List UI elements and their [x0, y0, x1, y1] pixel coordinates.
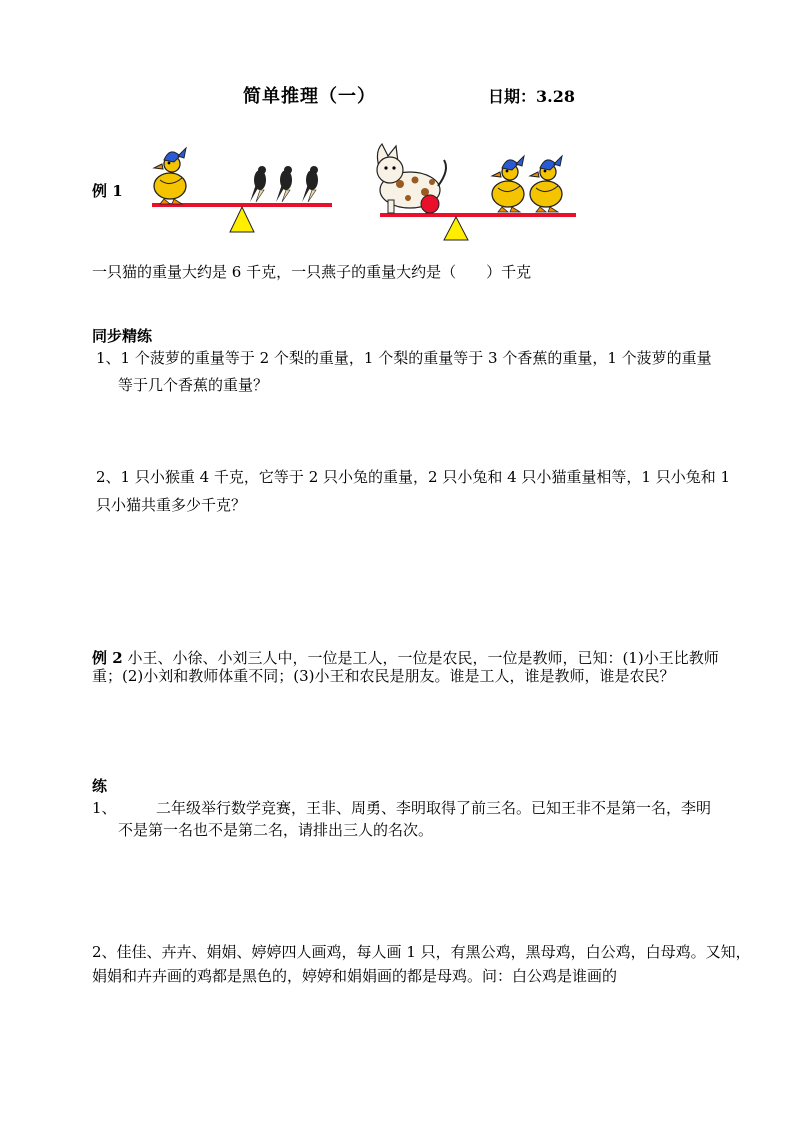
practice2-q1-num: 1、: [92, 799, 117, 817]
duck-icon: [530, 156, 562, 212]
practice2-q2-line2: 娟娟和卉卉画的鸡都是黑色的，婷婷和娟娟画的都是母鸡。问：白公鸡是谁画的: [92, 967, 618, 985]
example1-question: 一只猫的重量大约是 6 千克，一只燕子的重量大约是（ ）千克: [92, 263, 532, 281]
example1-label: 例 1: [92, 182, 123, 200]
balance-fulcrum: [444, 217, 468, 240]
balance-fulcrum: [230, 207, 254, 232]
swallow-icon: [250, 166, 266, 202]
page-date: 日期：3.28: [488, 87, 575, 106]
duck-icon: [154, 148, 186, 204]
swallow-icon: [276, 166, 292, 202]
practice2-q1-line2: 不是第一名也不是第二名，请排出三人的名次。: [118, 821, 434, 839]
practice2-q2-line1: 2、佳佳、卉卉、娟娟、婷婷四人画鸡，每人画 1 只，有黑公鸡，黑母鸡，白公鸡，白母鸡。又知，: [92, 943, 751, 961]
practice1-q2-line1: 2、1 只小猴重 4 千克，它等于 2 只小兔的重量，2 只小兔和 4 只小猫重量相等，1 只小兔和 1: [96, 468, 731, 486]
practice1-q1-line1: 1、1 个菠萝的重量等于 2 个梨的重量，1 个梨的重量等于 3 个香蕉的重量，1 个菠萝的重量: [96, 349, 712, 367]
example2-label: 例 2: [92, 649, 123, 667]
page-title: 简单推理（一）: [243, 86, 376, 107]
practice1-q2-line2: 只小猫共重多少千克？: [96, 496, 247, 514]
swallow-icon: [302, 166, 318, 202]
right-balance-scale: [368, 138, 583, 246]
duck-icon: [492, 156, 524, 212]
ball-icon: [421, 195, 439, 213]
example2-line2: 重；(2)小刘和教师体重不同；(3)小王和农民是朋友。谁是工人，谁是教师，谁是农民？: [92, 667, 675, 685]
practice1-heading: 同步精练: [92, 327, 153, 345]
practice2-q1-line1: 二年级举行数学竞赛，王非、周勇、李明取得了前三名。已知王非不是第一名，李明: [156, 799, 712, 817]
practice1-q1-line2: 等于几个香蕉的重量？: [118, 376, 269, 394]
example2-text-line1: 小王、小徐、小刘三人中，一位是工人，一位是农民，一位是教师，已知：(1)小王比教师: [127, 649, 719, 667]
practice2-heading: 练: [92, 777, 108, 795]
balance-beam: [380, 213, 576, 217]
left-balance-scale: [148, 138, 338, 238]
